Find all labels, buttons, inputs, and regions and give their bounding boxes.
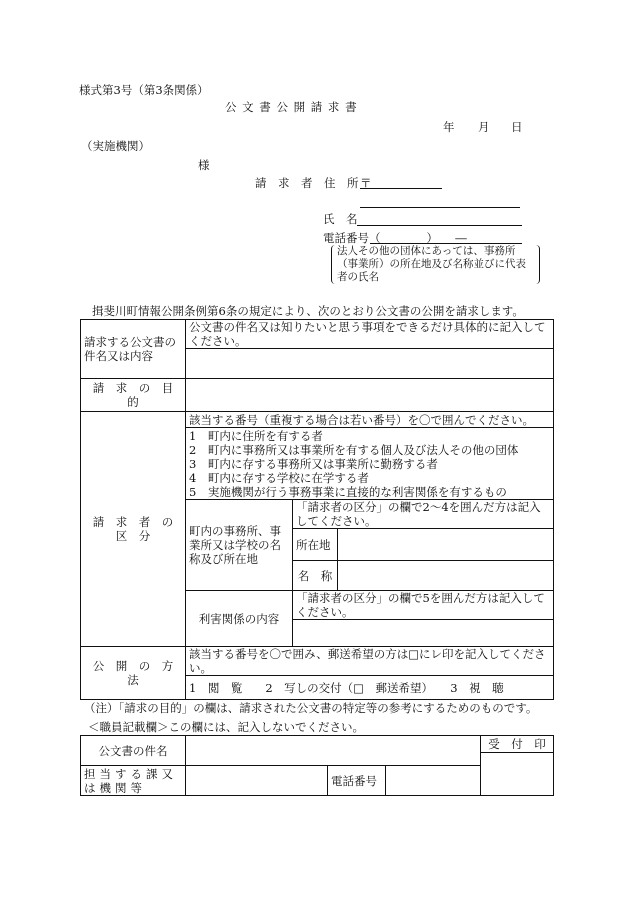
category-item-2[interactable]: 2 町内に事務所又は事業所を有する個人及び法人その他の団体 [189,443,519,457]
doc-name-field[interactable] [186,349,554,379]
phone-line[interactable] [370,243,522,244]
staff-phone-label: 電話番号 [328,766,386,796]
method-label: 公 開 の 方 法 [81,647,186,700]
date-month: 月 [478,120,490,134]
institution-label: （実施機関） [81,139,150,153]
staff-phone-field [386,766,481,796]
staff-table [80,735,554,796]
method-options[interactable]: 1 閲 覧 2 写しの交付（□ 郵送希望） 3 視 聴 [186,676,554,700]
interest-cell[interactable] [293,591,554,647]
address-line-1[interactable] [360,188,442,189]
staff-note: ＜職員記載欄＞この欄には、記入しないでください。 [88,720,364,734]
staff-dept-label: 担当する課又は機関等 [81,766,186,796]
reception-label: 受 付 印 [481,736,553,753]
intro-text: 揖斐川町情報公開条例第6条の規定により、次のとおり公文書の公開を請求します。 [92,304,524,318]
category-label: 請 求 者 の 区 分 [81,412,186,647]
form-number: 様式第3号（第3条関係） [79,83,209,97]
page-title: 公 文 書 公 開 請 求 書 [225,100,358,114]
location-field[interactable] [338,529,554,561]
sama-label: 様 [198,158,210,172]
address-label: 請 求 者 住 所 [255,176,359,190]
purpose-label: 請 求 の 目 的 [81,379,186,412]
category-item-3[interactable]: 3 町内に存する事務所又は事業所に勤務する者 [189,457,438,471]
category-note: 該当する番号（重複する場合は若い番号）を〇で囲んでください。 [186,413,553,428]
staff-dept-field [186,766,328,796]
corp-note: 法人その他の団体にあっては、事務所（事業所）の所在地及び名称並びに代表者の氏名 [331,245,540,284]
location-label: 所在地 [293,529,338,561]
interest-label: 利害関係の内容 [186,591,293,647]
name-line[interactable] [357,225,522,226]
date-year: 年 [443,120,455,134]
staff-doc-name-field [186,736,481,766]
staff-doc-name-label: 公文書の件名 [81,736,186,766]
office-name-field[interactable] [338,561,554,591]
category-cell[interactable] [186,412,554,500]
postal-mark: 〒 [360,176,372,190]
doc-name-note: 公文書の件名又は知りたいと思う事項をできるだけ具体的に記入してください。 [186,320,554,349]
name-label: 氏 名 [323,212,358,226]
phone-label: 電話番号（ ） ― [323,231,467,245]
reception-cell [481,736,554,796]
office-note: 「請求者の区分」の欄で2～4を囲んだ方は記入してください。 [293,500,554,529]
address-line-2[interactable] [360,207,520,208]
interest-note: 「請求者の区分」の欄で5を囲んだ方は記入してください。 [293,591,553,620]
category-item-5[interactable]: 5 実施機関が行う事務事業に直接的な利害関係を有するもの [189,485,507,499]
date-day: 日 [511,120,523,134]
request-table [80,319,554,700]
office-name-label: 名 称 [293,561,338,591]
footnote: （注）「請求の目的」の欄は、請求された公文書の特定等の参考にするためのものです。 [84,701,538,715]
office-label: 町内の事務所、事業所又は学校の名称及び所在地 [186,500,293,591]
doc-name-label: 請求する公文書の件名又は内容 [81,320,186,379]
category-item-4[interactable]: 4 町内に存する学校に在学する者 [189,471,369,485]
purpose-field[interactable] [186,379,554,412]
category-item-1[interactable]: 1 町内に住所を有する者 [189,429,323,443]
method-note: 該当する番号を〇で囲み、郵送希望の方は□にレ印を記入してください。 [186,647,554,676]
